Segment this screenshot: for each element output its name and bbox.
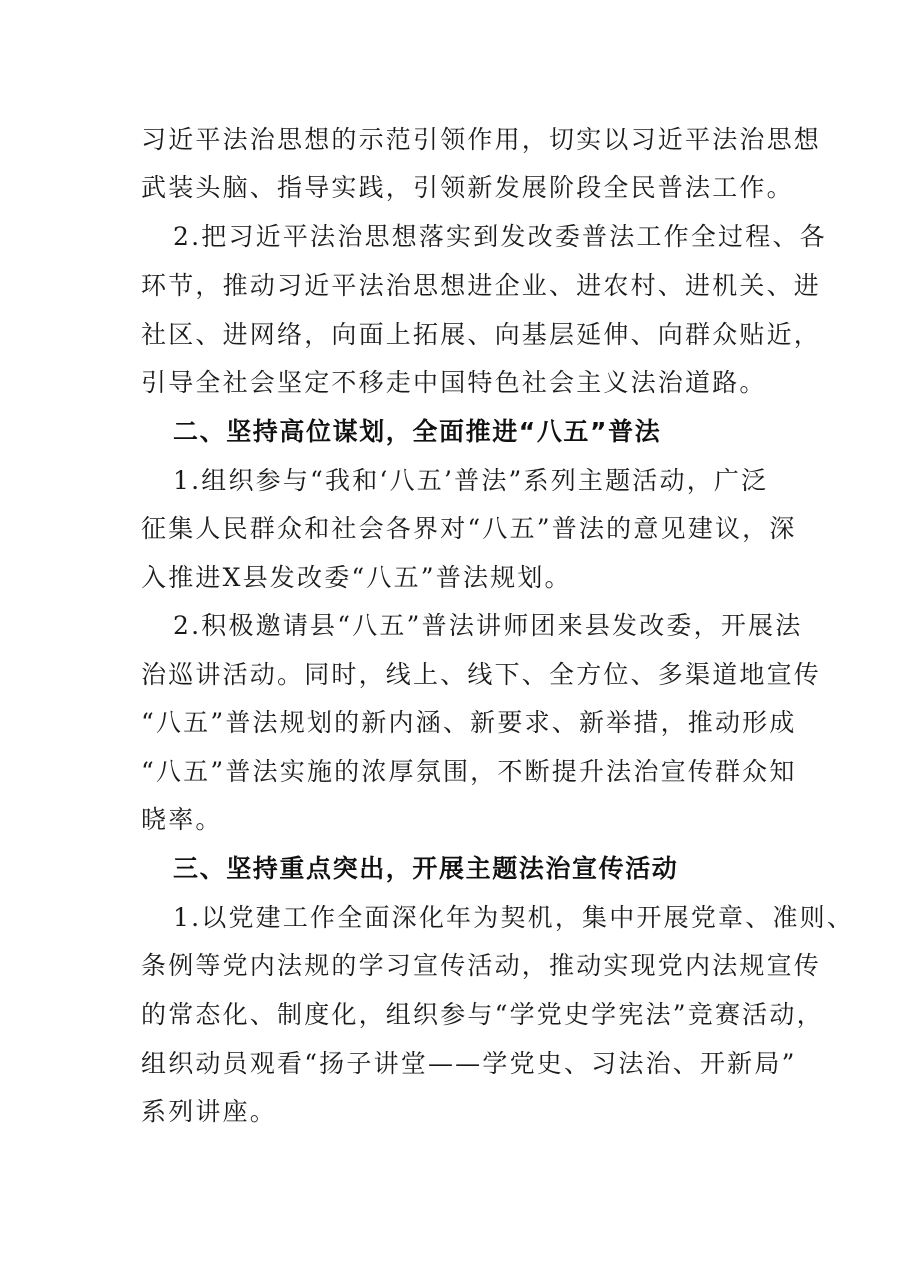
text-line: 征集人民群众和社会各界对“八五”普法的意见建议，深 <box>141 514 797 543</box>
text-line: 晓率。 <box>141 805 223 834</box>
text-line: 环节，推动习近平法治思想进企业、进农村、进机关、进 <box>141 271 822 300</box>
text-line: 引导全社会坚定不移走中国特色社会主义法治道路。 <box>141 368 767 397</box>
text-line: 治巡讲活动。同时，线上、线下、全方位、多渠道地宣传 <box>141 660 822 689</box>
text-line: 武装头脑、指导实践，引领新发展阶段全民普法工作。 <box>141 173 794 202</box>
text-line: 1.以党建工作全面深化年为契机，集中开展党章、准则、 <box>173 903 855 932</box>
section-heading: 三、坚持重点突出，开展主题法治宣传活动 <box>173 854 679 883</box>
text-line: 的常态化、制度化，组织参与“学党史学宪法”竞赛活动， <box>141 1000 824 1029</box>
text-line: 系列讲座。 <box>141 1097 278 1126</box>
text-line: 习近平法治思想的示范引领作用，切实以习近平法治思想 <box>141 125 822 154</box>
text-line: “八五”普法规划的新内涵、新要求、新举措，推动形成 <box>141 708 797 737</box>
section-heading: 二、坚持高位谋划，全面推进“八五”普法 <box>173 417 662 446</box>
text-line: “八五”普法实施的浓厚氛围，不断提升法治宣传群众知 <box>141 757 797 786</box>
text-line: 社区、进网络，向面上拓展、向基层延伸、向群众贴近， <box>141 320 822 349</box>
text-line: 2.把习近平法治思想落实到发改委普法工作全过程、各 <box>173 222 827 251</box>
text-line: 入推进X县发改委“八五”普法规划。 <box>141 563 572 592</box>
text-line: 2.积极邀请县“八五”普法讲师团来县发改委，开展法 <box>173 611 803 640</box>
text-line: 条例等党内法规的学习宣传活动，推动实现党内法规宣传 <box>141 951 822 980</box>
text-line: 1.组织参与“我和‘八五’普法”系列主题活动，广泛 <box>173 466 769 495</box>
text-line: 组织动员观看“扬子讲堂——学党史、习法治、开新局” <box>141 1049 797 1078</box>
